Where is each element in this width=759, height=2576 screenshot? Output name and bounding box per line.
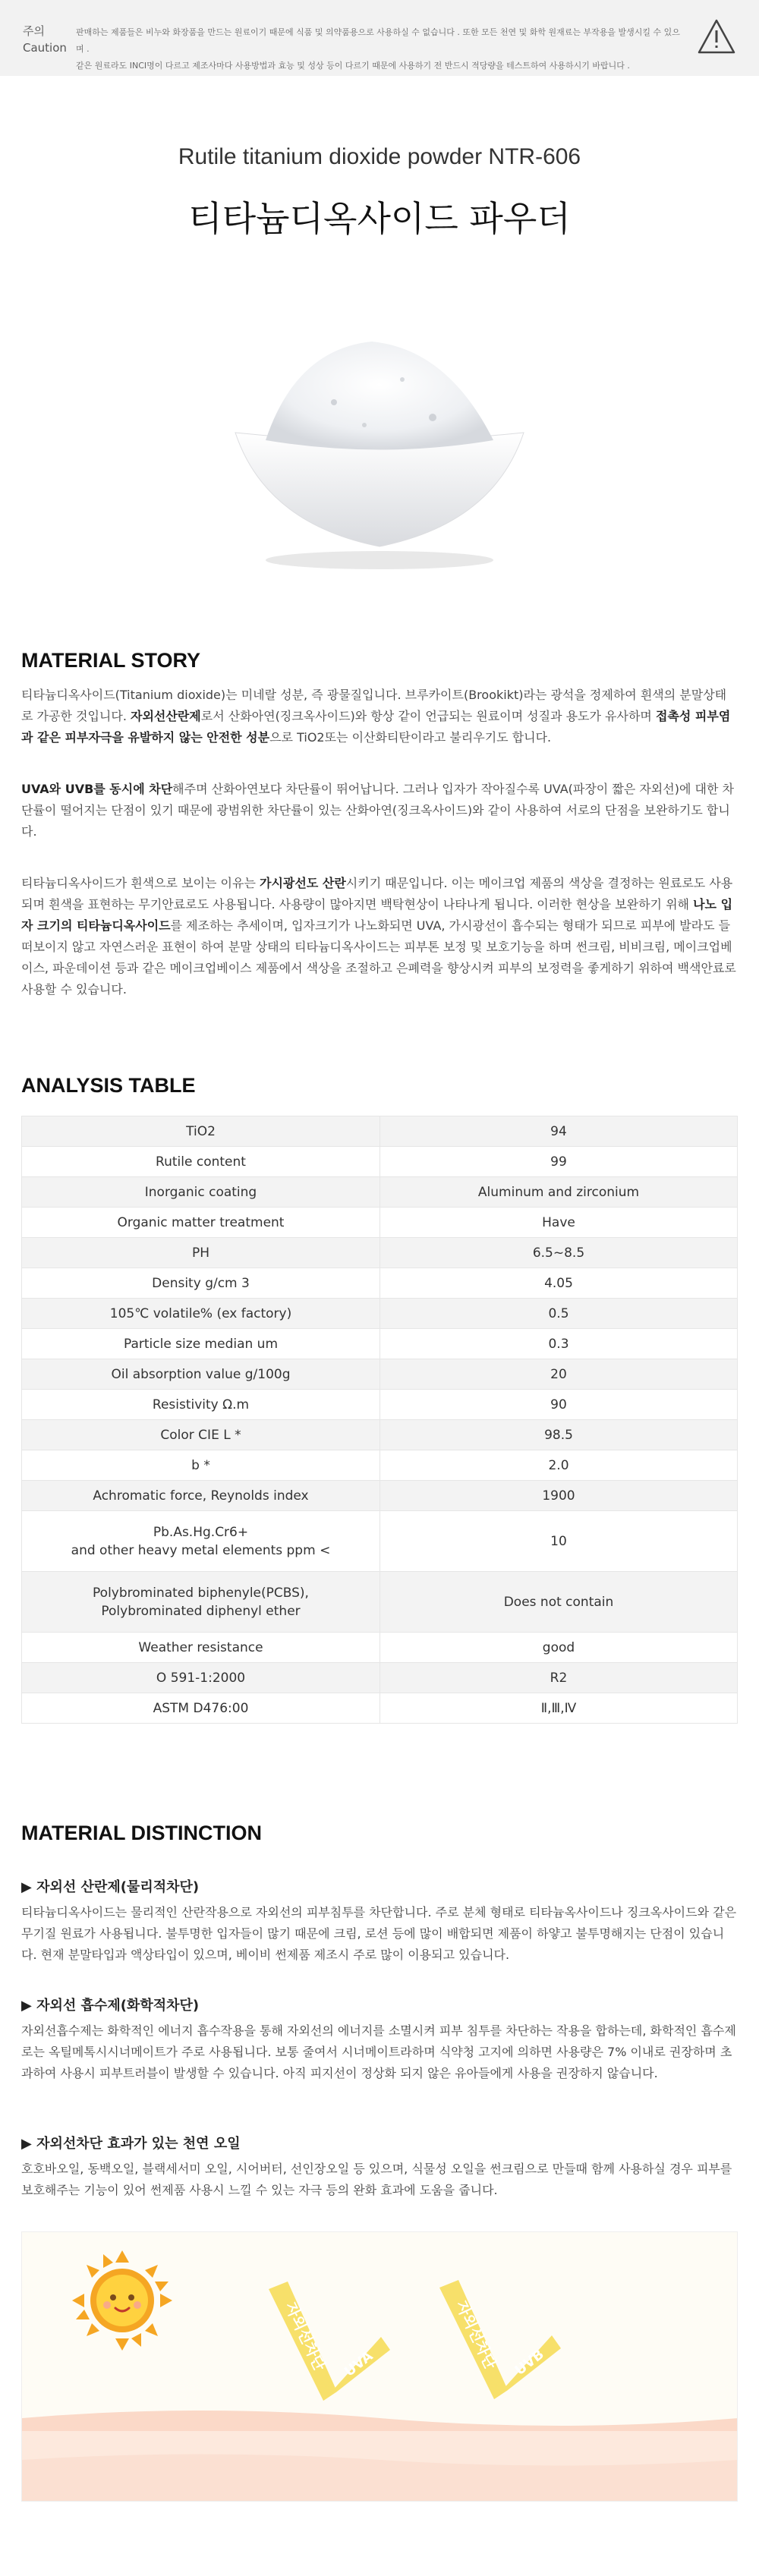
table-row — [22, 1633, 738, 1663]
table-row — [22, 1450, 738, 1481]
uv-scatter-text: 티타늄디옥사이드는 물리적인 산란작용으로 자외선의 피부침투를 차단합니다. 주로 분체 형태로 티타늄옥사이드나 징크옥사이드와 같은 무기질 원료가 사용됩니다. 불투명한 입자들이 많기 때문에 크림, 로션 등에 많이 배합되면 제품이 하얗고 불투명해지는 단점이 있습니다. 현재 분말타입과 액상타입이 있으며, 베이비 썬제품 제조시 주로 많이 이용되고 있습니다. — [21, 1905, 737, 1962]
value-cell: Aluminum and zirconium — [380, 1177, 738, 1208]
property-cell: Particle size median um — [22, 1329, 380, 1359]
story-text: 를 제조하는 추세이며, 입자크기가 나노화되면 UVA, 가시광선이 흡수되는 형태가 되므로 피부에 발라도 들떠보이지 않고 자연스러운 표현이 하여 분말 상태의 티타늄디옥사이드는 피부톤 보정 및 보호기능을 하며 썬크림, 비비크림, 메이크업베이스, 파운데이션 등과 같은 메이크업베이스 제품에서 색상을 조절하고 은폐력을 향상시켜 피부의 보정력을 좋게하기 위하여 백색안료로 사용할 수 있습니다. — [21, 918, 736, 997]
story-text: 시키기 때문입니다. 이는 메이크업 제품의 색상을 결정하는 원료로도 사용되며 흰색을 표현하는 무기안료로도 사용됩니다. 사용량이 많아지면 백탁현상이 나타나게 됩니다. 이러한 현상을 보완하기 위해 — [21, 876, 733, 912]
table-row — [22, 1299, 738, 1329]
powder-bowl-image — [220, 319, 539, 577]
story-text: 으로 TiO2또는 이산화티탄이라고 불리우기도 합니다. — [269, 730, 552, 745]
uv-blocking-illustration — [21, 2231, 738, 2502]
product-title: 티타늄디옥사이드 파우더 — [188, 198, 571, 239]
value-cell: 20 — [380, 1359, 738, 1390]
natural-oil-text: 호호바오일, 동백오일, 블랙세서미 오일, 시어버터, 선인장오일 등 있으며, 식물성 오일을 썬크림으로 만들때 함께 사용하실 경우 피부를 보호해주는 기능이 있어 썬제품 사용시 느낄 수 있는 자극 등의 완화 효과에 도움을 줍니다. — [21, 2162, 732, 2197]
uv-absorb-heading: ▶ 자외선 흡수제(화학적차단) — [21, 1998, 200, 2014]
table-row — [22, 1208, 738, 1238]
value-cell: 98.5 — [380, 1420, 738, 1450]
property-cell: O 591-1:2000 — [22, 1663, 380, 1693]
property-cell: Inorganic coating — [22, 1177, 380, 1208]
story-text: 로서 산화아연(징크옥사이드)와 항상 같이 언급되는 원료이며 성질과 용도가 유사하며 — [200, 709, 656, 723]
value-cell: 90 — [380, 1390, 738, 1420]
property-cell: Weather resistance — [22, 1633, 380, 1663]
property-cell: Color CIE L * — [22, 1420, 380, 1450]
story-emphasis: 나노 입자 크기의 티타늄디옥사이드 — [21, 897, 733, 933]
uvb-ray-icon — [439, 2280, 561, 2399]
value-cell: 94 — [380, 1116, 738, 1147]
property-cell: PH — [22, 1238, 380, 1268]
analysis-heading: ANALYSIS TABLE — [21, 1074, 196, 1097]
story-text: 티타늄디옥사이드가 흰색으로 보이는 이유는 — [21, 876, 260, 890]
table-row — [22, 1147, 738, 1177]
table-row — [22, 1572, 738, 1633]
value-cell: R2 — [380, 1663, 738, 1693]
value-cell: 2.0 — [380, 1450, 738, 1481]
table-row — [22, 1359, 738, 1390]
caution-text-line2: 같은 원료라도 INCI명이 다르고 제조사마다 사용방법과 효능 및 성상 등이 다르기 때문에 사용하기 전 반드시 적당량을 테스트하여 사용하시기 바랍니다 . — [76, 61, 630, 71]
uv-scatter-heading: ▶ 자외선 산란제(물리적차단) — [21, 1879, 200, 1895]
property-cell: b * — [22, 1450, 380, 1481]
caution-text — [76, 24, 683, 74]
property-cell: 105℃ volatile% (ex factory) — [22, 1299, 380, 1329]
table-row — [22, 1420, 738, 1450]
table-row — [22, 1116, 738, 1147]
uva-tag: UVA — [341, 2348, 376, 2380]
value-cell: 10 — [380, 1511, 738, 1572]
story-emphasis: 접촉성 피부염과 같은 피부자극을 유발하지 않는 안전한 성분 — [21, 709, 731, 745]
value-cell: 99 — [380, 1147, 738, 1177]
uv-absorb-text: 자외선흡수제는 화학적인 에너지 흡수작용을 통해 자외선의 에너지를 소멸시켜 피부 침투를 차단하는 작용을 합하는데, 화학적인 흡수제로는 옥틸메톡시시너메이트가 주로 사용됩니다. 보통 줄여서 시너메이트라하며 식약청 고지에 의하면 사용량은 7% 이내로 권장하며 초과하여 사용시 피부트러블이 발생할 수 있습니다. 아직 피지선이 정상화 되지 않은 유아들에게 사용을 권장하지 않습니다. — [21, 2023, 736, 2080]
table-row — [22, 1511, 738, 1572]
table-row — [22, 1238, 738, 1268]
property-cell: Organic matter treatment — [22, 1208, 380, 1238]
table-row — [22, 1481, 738, 1511]
property-cell: TiO2 — [22, 1116, 380, 1147]
story-emphasis: 자외선산란제 — [131, 709, 201, 723]
uva-ray-icon — [269, 2282, 390, 2401]
property-cell: Oil absorption value g/100g — [22, 1359, 380, 1390]
table-row — [22, 1390, 738, 1420]
story-emphasis: 가시광선도 산란 — [260, 876, 346, 890]
story-text: 티타늄디옥사이드(Titanium dioxide)는 미네랄 성분, 즉 광물질입니다. 브루카이트(Brookikt)라는 광석을 정제하여 흰색의 분말상태로 가공한 것입니다. — [21, 688, 727, 723]
warning-triangle-icon — [697, 18, 736, 55]
value-cell: Does not contain — [380, 1572, 738, 1633]
distinction-heading: MATERIAL DISTINCTION — [21, 1822, 262, 1844]
caution-label — [23, 23, 68, 56]
value-cell: 1900 — [380, 1481, 738, 1511]
story-paragraph-2 — [21, 779, 738, 842]
sun-icon — [72, 2250, 172, 2351]
property-cell: Rutile content — [22, 1147, 380, 1177]
table-row — [22, 1268, 738, 1299]
analysis-table — [21, 1116, 738, 1724]
property-cell: Density g/cm 3 — [22, 1268, 380, 1299]
property-cell: Resistivity Ω.m — [22, 1390, 380, 1420]
property-cell: Polybrominated biphenyle(PCBS), Polybrominated diphenyl ether — [22, 1572, 380, 1633]
value-cell: good — [380, 1633, 738, 1663]
story-text: 해주며 산화아연보다 차단률이 뛰어납니다. 그러나 입자가 작아질수록 UVA(파장이 짧은 자외선)에 대한 차단률이 떨어지는 단점이 있기 때문에 광범위한 차단률이 있는 산화아연(징크옥사이드)와 같이 사용하여 서로의 단점을 보완하기도 합니다. — [21, 782, 734, 839]
story-heading: MATERIAL STORY — [21, 649, 201, 672]
table-row — [22, 1177, 738, 1208]
value-cell: Ⅱ,Ⅲ,Ⅳ — [380, 1693, 738, 1724]
natural-oil-heading: ▶ 자외선차단 효과가 있는 천연 오일 — [21, 2136, 241, 2152]
product-subtitle: Rutile titanium dioxide powder NTR-606 — [178, 144, 581, 169]
story-paragraph-1 — [21, 685, 738, 748]
caution-label-en: Caution — [23, 41, 67, 55]
property-cell: ASTM D476:00 — [22, 1693, 380, 1724]
value-cell: Have — [380, 1208, 738, 1238]
story-emphasis: UVA와 UVB를 동시에 차단 — [21, 782, 173, 796]
table-row — [22, 1663, 738, 1693]
value-cell: 0.3 — [380, 1329, 738, 1359]
table-row — [22, 1693, 738, 1724]
value-cell: 4.05 — [380, 1268, 738, 1299]
caution-banner — [0, 0, 759, 76]
property-cell: Achromatic force, Reynolds index — [22, 1481, 380, 1511]
value-cell: 6.5~8.5 — [380, 1238, 738, 1268]
value-cell: 0.5 — [380, 1299, 738, 1329]
caution-label-ko: 주의 — [23, 24, 45, 38]
table-row — [22, 1329, 738, 1359]
property-cell: Pb.As.Hg.Cr6+ and other heavy metal elements ppm < — [22, 1511, 380, 1572]
uvb-tag: UVB — [512, 2346, 547, 2379]
caution-text-line1: 판매하는 제품들은 비누와 화장품을 만드는 원료이기 때문에 식품 및 의약품용으로 사용하실 수 없습니다 . 또한 모든 천연 및 화학 원재료는 부작용을 발생시킬 수 있으며 . — [76, 27, 680, 54]
story-paragraph-3 — [21, 873, 738, 1000]
uvb-ray-label: 자외선차단 — [452, 2297, 500, 2372]
uva-ray-label: 자외선차단 — [282, 2299, 329, 2373]
uv-illustration-svg — [22, 2232, 738, 2502]
